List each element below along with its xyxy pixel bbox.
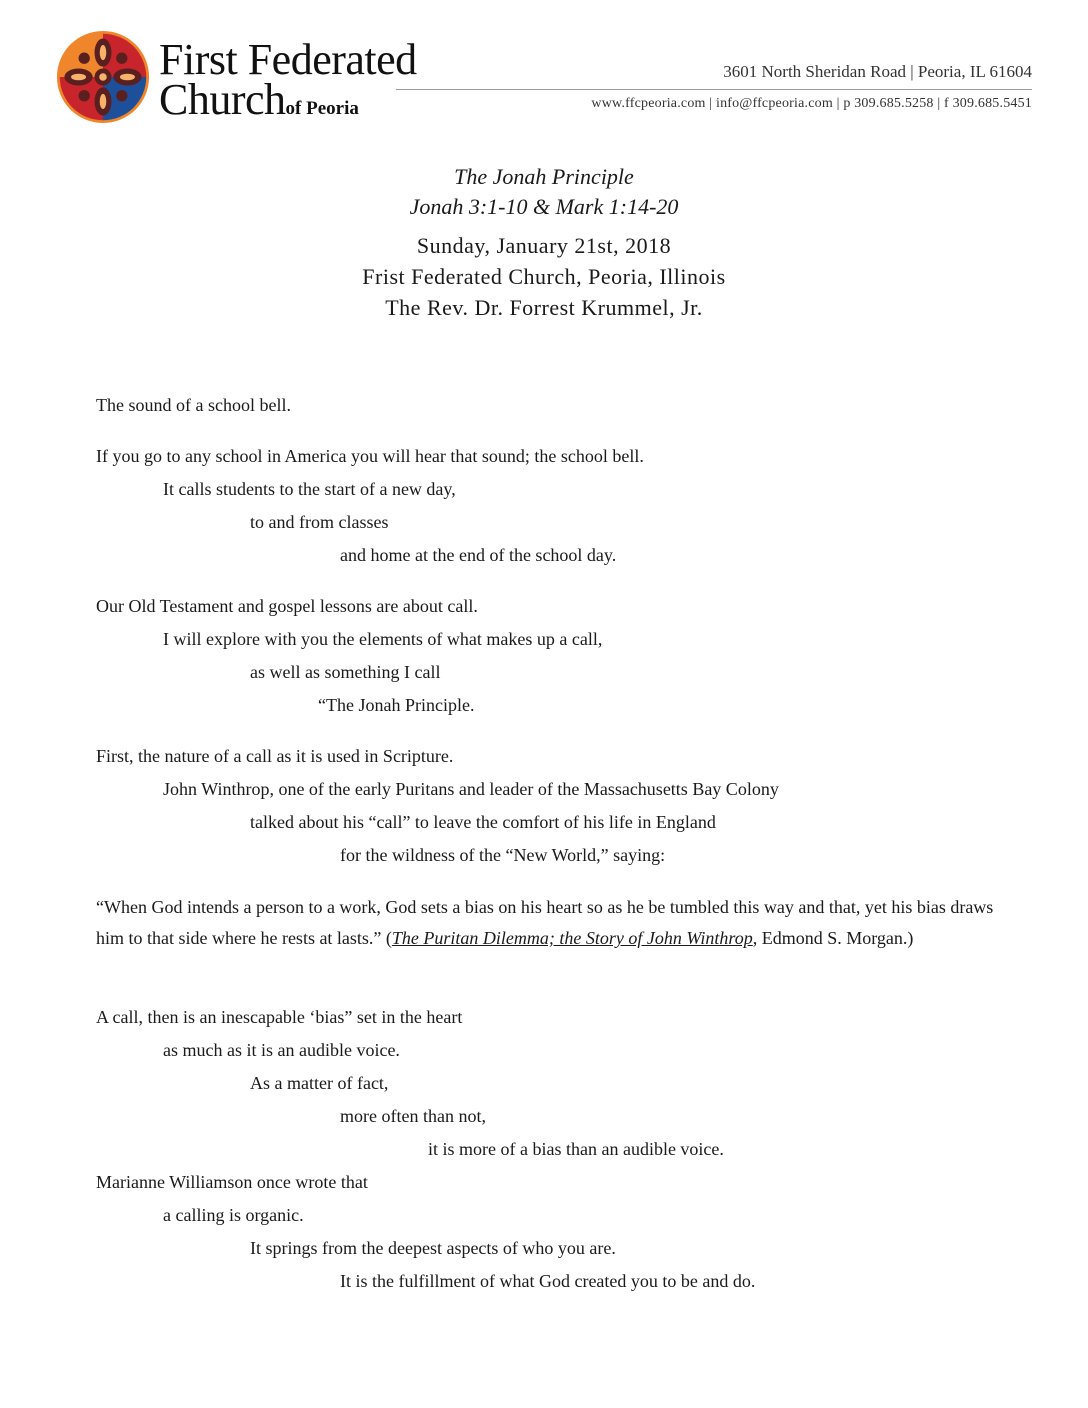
org-name-line2 — [159, 75, 359, 131]
quote-citation: The Puritan Dilemma; the Story of John Winthrop — [391, 928, 753, 948]
quote-tail: , Edmond S. Morgan.) — [752, 928, 914, 948]
body-line: as well as something I call — [250, 662, 441, 682]
body-line: A call, then is an inescapable ‘bias” set in the heart — [96, 1007, 463, 1027]
body-line: for the wildness of the “New World,” saying: — [340, 845, 666, 865]
body-line: I will explore with you the elements of what makes up a call, — [163, 629, 603, 649]
church-logo — [56, 30, 150, 124]
sermon-title: The Jonah Principle — [454, 164, 634, 189]
body-line: talked about his “call” to leave the comfort of his life in England — [250, 812, 716, 832]
body-line: It is the fulfillment of what God created you to be and do. — [340, 1271, 756, 1291]
body-line: It springs from the deepest aspects of who you are. — [250, 1238, 616, 1258]
org-name-church: Church — [159, 75, 286, 124]
body-line: Marianne Williamson once wrote that — [96, 1172, 368, 1192]
sermon-details — [0, 230, 1088, 323]
body-line: The sound of a school bell. — [96, 395, 291, 415]
winthrop-quote — [96, 892, 996, 954]
sermon-preacher: The Rev. Dr. Forrest Krummel, Jr. — [385, 295, 703, 320]
body-line: John Winthrop, one of the early Puritans and leader of the Massachusetts Bay Colony — [163, 779, 779, 799]
body-line: If you go to any school in America you will hear that sound; the school bell. — [96, 446, 644, 466]
body-line: it is more of a bias than an audible voice. — [428, 1139, 724, 1159]
body-line: as much as it is an audible voice. — [163, 1040, 400, 1060]
sermon-church: Frist Federated Church, Peoria, Illinois — [362, 264, 726, 289]
org-name-line1: First Federated — [159, 35, 417, 84]
body-line: Our Old Testament and gospel lessons are about call. — [96, 596, 478, 616]
body-line: First, the nature of a call as it is used in Scripture. — [96, 746, 454, 766]
body-line: and home at the end of the school day. — [340, 545, 617, 565]
sermon-date: Sunday, January 21st, 2018 — [416, 233, 672, 258]
body-line: a calling is organic. — [163, 1205, 304, 1225]
church-contact: www.ffcpeoria.com | info@ffcpeoria.com | p 309.685.5258 | f 309.685.5451 — [591, 96, 1032, 111]
body-line: “The Jonah Principle. — [318, 695, 475, 715]
org-name-sub: of Peoria — [285, 98, 359, 119]
body-line: to and from classes — [250, 512, 389, 532]
church-address: 3601 North Sheridan Road | Peoria, IL 61604 — [723, 62, 1032, 81]
scripture-reference: Jonah 3:1-10 & Mark 1:14-20 — [409, 194, 679, 219]
body-line: more often than not, — [340, 1106, 486, 1126]
body-line: As a matter of fact, — [250, 1073, 389, 1093]
header-rule — [396, 89, 1032, 90]
quote-text: “When God intends a person to a work, God sets a bias on his heart so as he be tumbled this way and that, yet his bias draws him to that side where he rests at lasts.” ( — [96, 897, 994, 948]
sermon-heading — [0, 162, 1088, 222]
body-line: It calls students to the start of a new day, — [163, 479, 456, 499]
